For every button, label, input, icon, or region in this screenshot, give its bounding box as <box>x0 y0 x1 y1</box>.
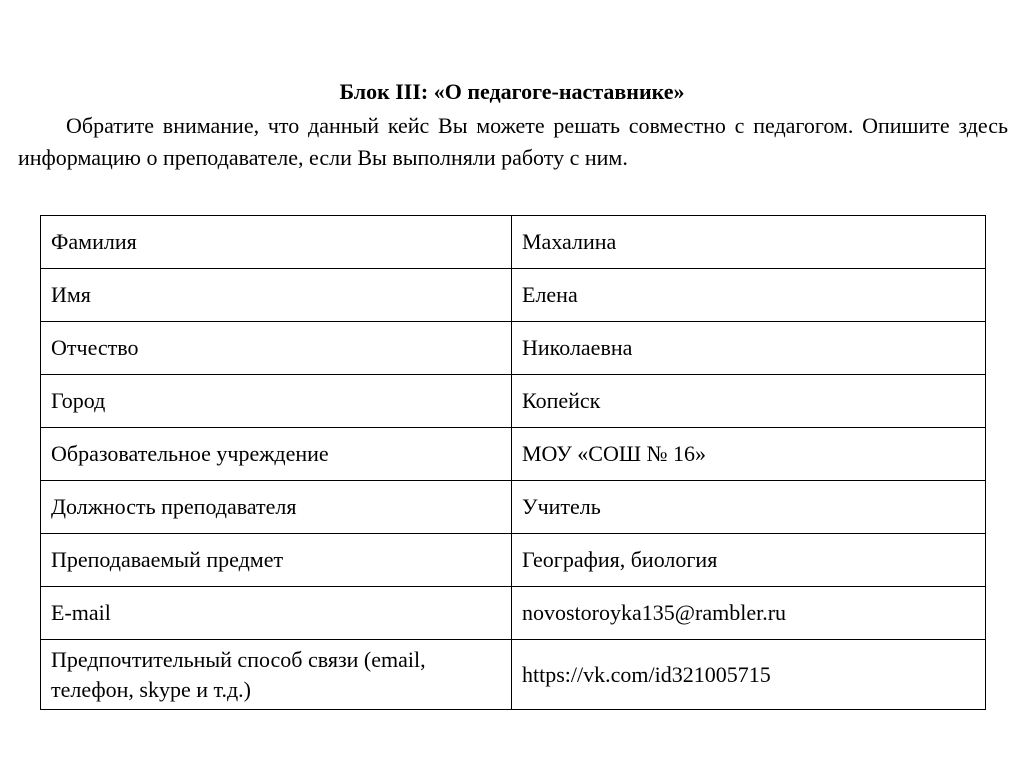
mentor-info-table <box>40 215 986 710</box>
row-value: МОУ «СОШ № 16» <box>512 428 986 481</box>
intro-paragraph <box>18 110 1008 174</box>
row-value-contact-link: https://vk.com/id321005715 <box>512 640 986 710</box>
intro-text: Обратите внимание, что данный кейс Вы можете решать совместно с педагогом. Опишите здесь информацию о преподавателе, если Вы выполняли работу с ним. <box>18 113 1008 170</box>
row-value-email: novostoroyka135@rambler.ru <box>512 587 986 640</box>
row-value: Николаевна <box>512 322 986 375</box>
table-row <box>41 534 986 587</box>
row-value: География, биология <box>512 534 986 587</box>
table-row <box>41 587 986 640</box>
table-row <box>41 269 986 322</box>
table-row <box>41 375 986 428</box>
table-row <box>41 428 986 481</box>
table-row <box>41 640 986 710</box>
row-label: Предпочтительный способ связи (email, телефон, skype и т.д.) <box>41 640 512 710</box>
row-label: Образовательное учреждение <box>41 428 512 481</box>
row-label: Имя <box>41 269 512 322</box>
row-label: Город <box>41 375 512 428</box>
row-label: Фамилия <box>41 216 512 269</box>
row-value: Махалина <box>512 216 986 269</box>
row-label: Должность преподавателя <box>41 481 512 534</box>
row-label: Отчество <box>41 322 512 375</box>
table-row <box>41 216 986 269</box>
table-row <box>41 322 986 375</box>
row-label: Преподаваемый предмет <box>41 534 512 587</box>
table-row <box>41 481 986 534</box>
block-title: Блок III: «О педагоге-наставнике» <box>339 79 685 104</box>
row-value: Копейск <box>512 375 986 428</box>
row-value: Учитель <box>512 481 986 534</box>
row-label: E-mail <box>41 587 512 640</box>
row-value: Елена <box>512 269 986 322</box>
